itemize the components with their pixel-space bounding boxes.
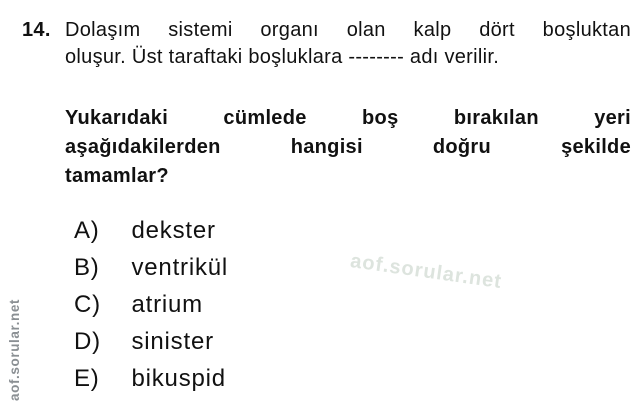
option-letter: B) [74,254,100,281]
option-text: dekster [131,217,216,244]
option-row-a [74,212,228,249]
option-text: bikuspid [131,365,226,392]
option-text: sinister [131,328,214,355]
option-text: ventrikül [131,254,229,281]
answer-options-list [74,212,228,397]
watermark-center: aof.sorular.net [348,250,504,294]
option-text: atrium [131,291,203,318]
question-prompt-line-3: tamamlar? [65,165,169,187]
option-row-e [74,360,228,397]
question-body [65,17,631,71]
watermark-left-vertical: aof.sorular.net [7,298,22,401]
option-letter: E) [74,365,100,392]
option-letter: A) [74,217,100,244]
question-prompt-line-2: aşağıdakilerden hangisi doğru şekilde [65,136,631,158]
option-row-d [74,323,228,360]
option-letter: C) [74,291,101,318]
question-prompt-line-1: Yukarıdaki cümlede boş bırakılan yeri [65,107,631,129]
question-body-line-2: oluşur. Üst taraftaki boşluklara -------- adı verilir. [65,46,500,68]
question-number: 14. [22,19,51,41]
question-body-line-1: Dolaşım sistemi organı olan kalp dört boşluktan [65,19,631,41]
option-row-b [74,249,228,286]
option-row-c [74,286,228,323]
option-letter: D) [74,328,101,355]
question-prompt [65,104,631,191]
